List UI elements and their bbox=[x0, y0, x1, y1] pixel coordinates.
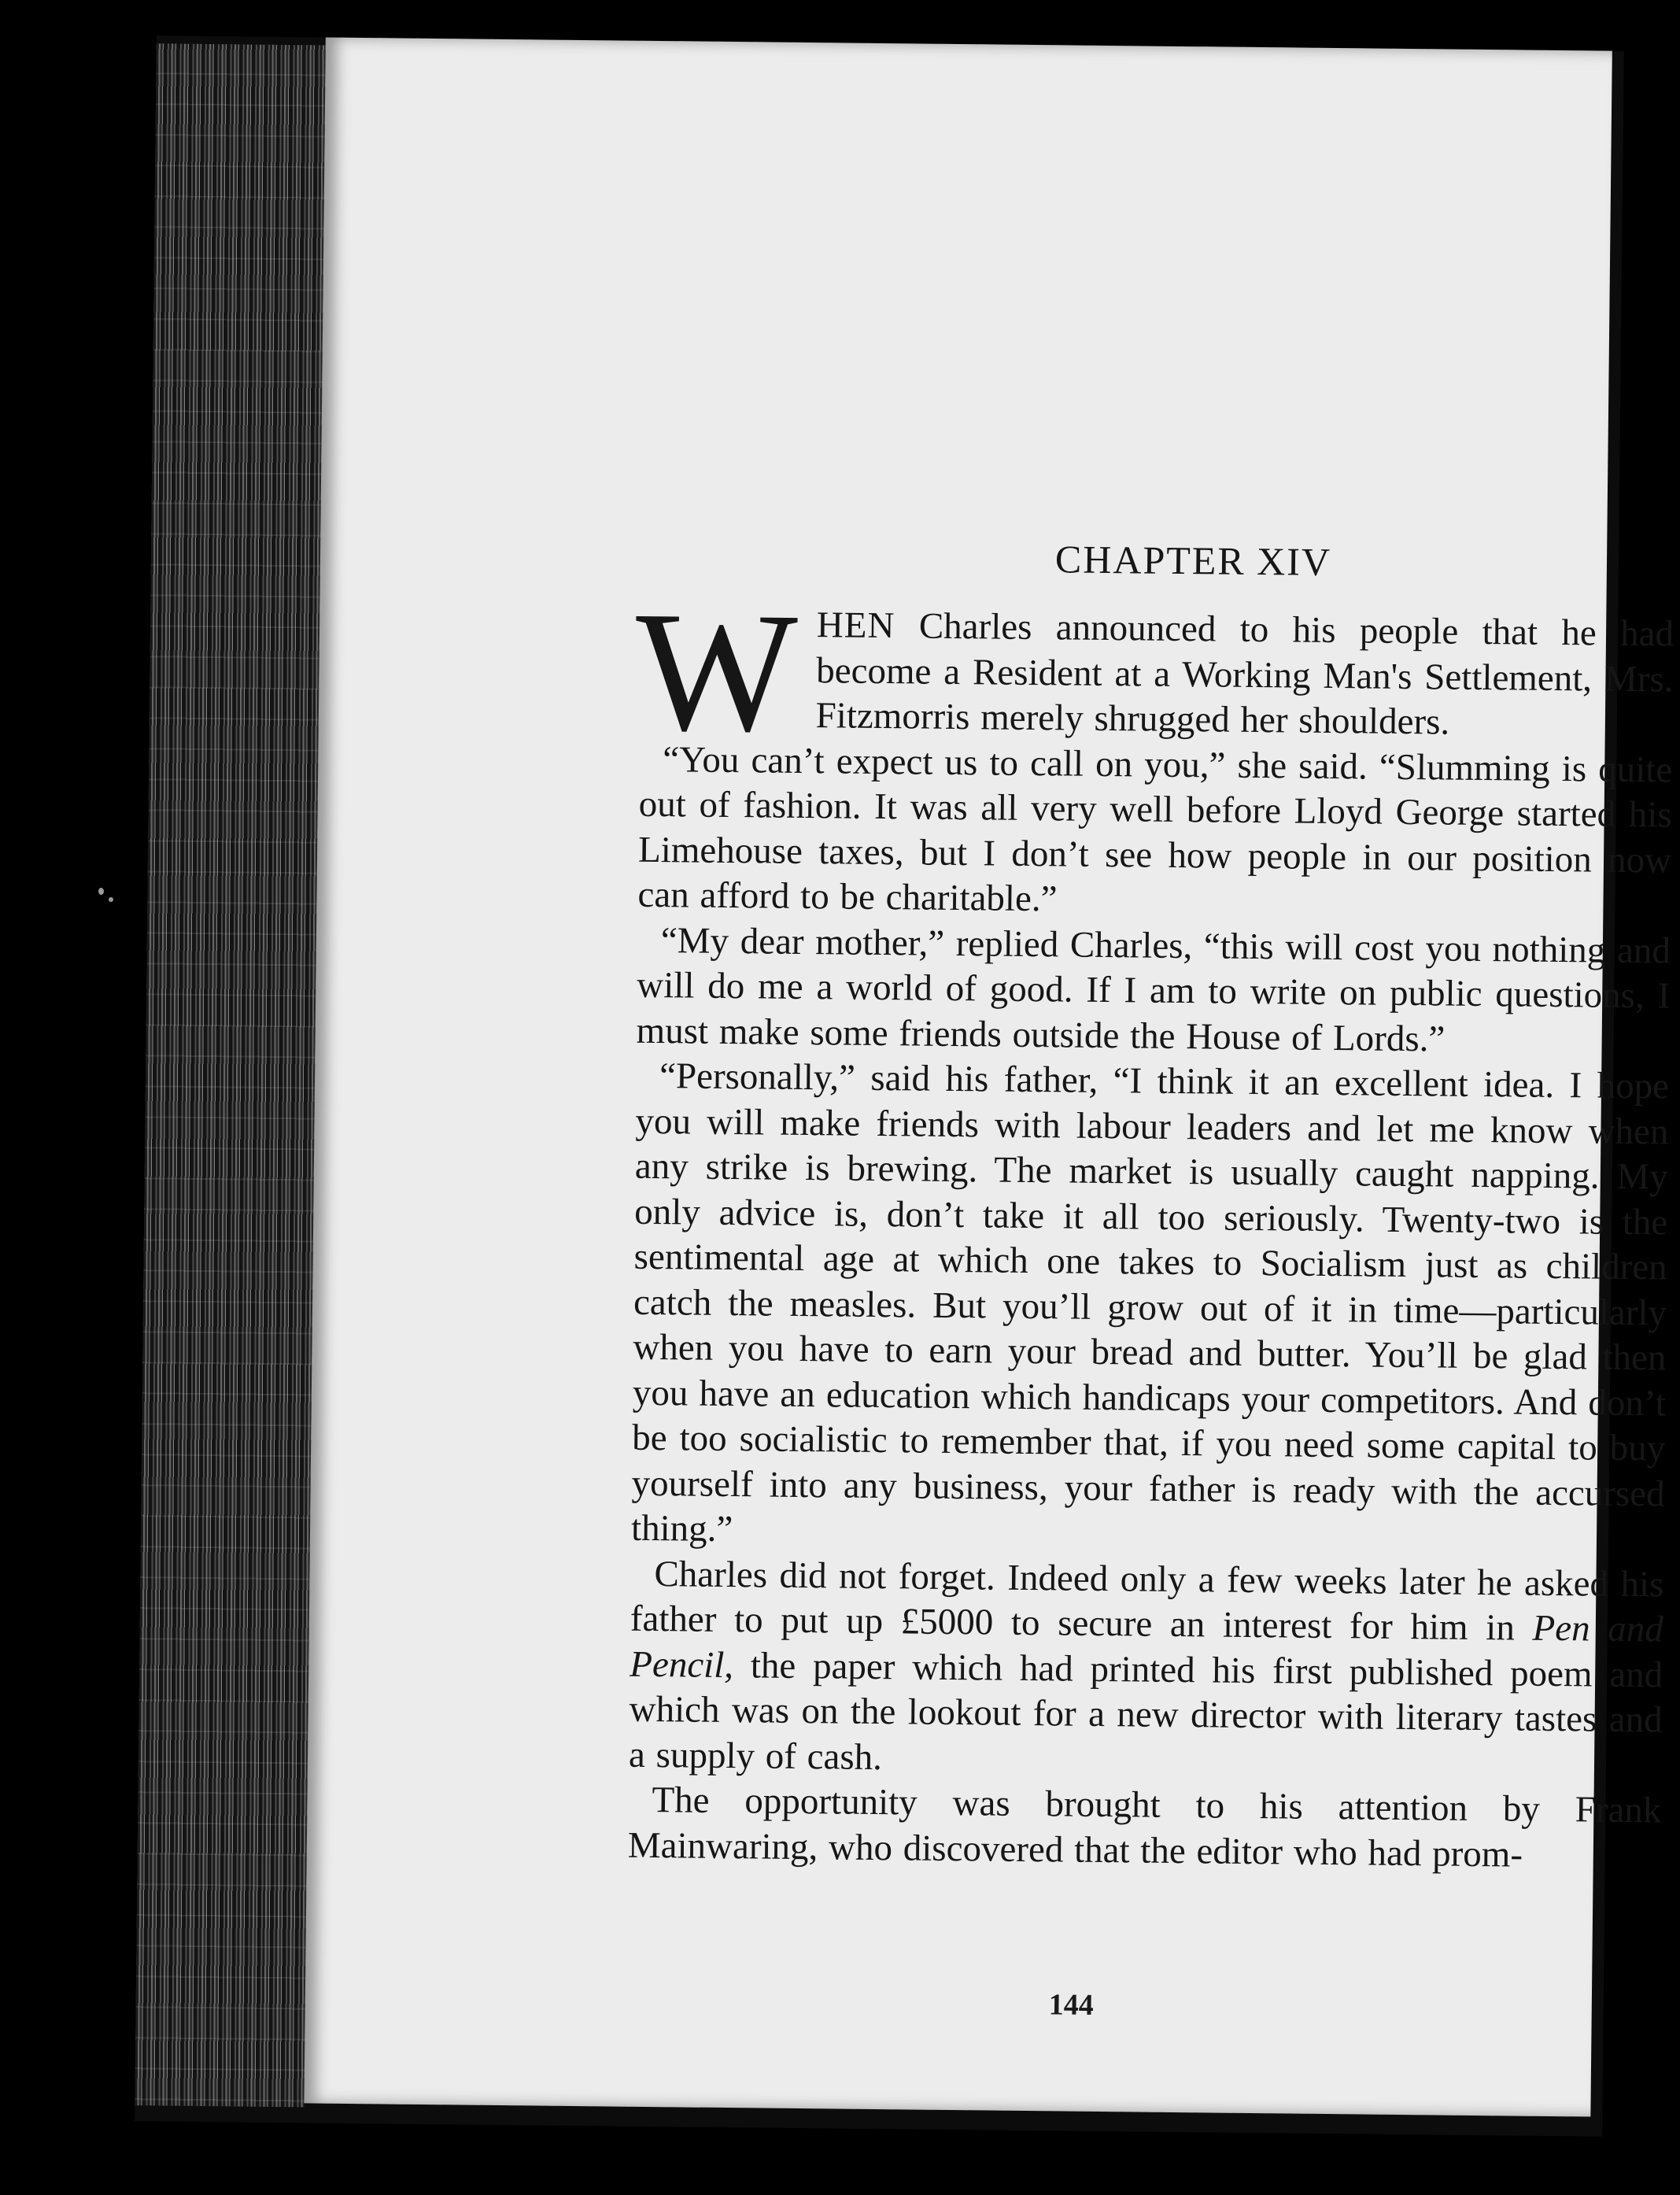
chapter-title: CHAPTER XIV bbox=[1054, 537, 1332, 584]
page-text bbox=[628, 530, 1675, 1879]
opening-caps: HEN bbox=[816, 604, 895, 647]
scan-speck bbox=[109, 897, 113, 902]
paragraph-text: Charles did not forget. Indeed only a few weeks later he asked his father to put up £5000 to secure an interest for him in bbox=[630, 1553, 1664, 1649]
page-number: 144 bbox=[1048, 1988, 1095, 2022]
paragraph: “My dear mother,” replied Charles, “this will cost you nothing and will do me a world of good. If I am to write on public questions, I must make some friends outside the House of Lords.” bbox=[636, 919, 1671, 1060]
paragraph: “You can’t expect us to call on you,” she said. “Slumming is quite out of fashion. It was all very well before Lloyd George started his Limehouse taxes, but I don’t see how people in our position now can afford to be charitable.” bbox=[637, 738, 1673, 920]
opening-text: Charles announced to his people that he had become a Resident at a Working Man's Settlement, Mrs. Fitzmorris merely shrugged her shoulders. bbox=[815, 605, 1674, 743]
paragraph-text: the paper which had printed his first published poem and which was on the lookout for a new director with literary tastes and a supply of cash. bbox=[628, 1644, 1663, 1778]
publication-title: Pen and Pencil, bbox=[630, 1607, 1664, 1686]
paragraph: The opportunity was brought to his attention by Frank Mainwaring, who discovered that the editor who had prom- bbox=[627, 1779, 1662, 1875]
opening-paragraph bbox=[634, 576, 1674, 768]
scan-speck bbox=[98, 888, 104, 895]
book-page bbox=[304, 38, 1674, 2117]
page-edges bbox=[135, 43, 325, 2107]
book bbox=[135, 35, 1674, 2136]
drop-cap: W bbox=[634, 576, 799, 768]
paragraph: “Personally,” said his father, “I think it an excellent idea. I hope you will make friends with labour leaders and let me know when any strike is brewing. The market is usually caught napping. My only advice is, don’t take it all too seriously. Twenty-two is the sentimental age at which one takes to Socialism just as children catch the measles. But you’ll grow out of it in time—particularly when you have to earn your bread and butter. You’ll be glad then you have an education which handicaps your competitors. And don’t be too socialistic to remember that, if you need some capital to buy yourself into any business, your father is ready with the accursed thing.” bbox=[630, 1055, 1670, 1550]
paragraph bbox=[629, 1551, 1664, 1788]
